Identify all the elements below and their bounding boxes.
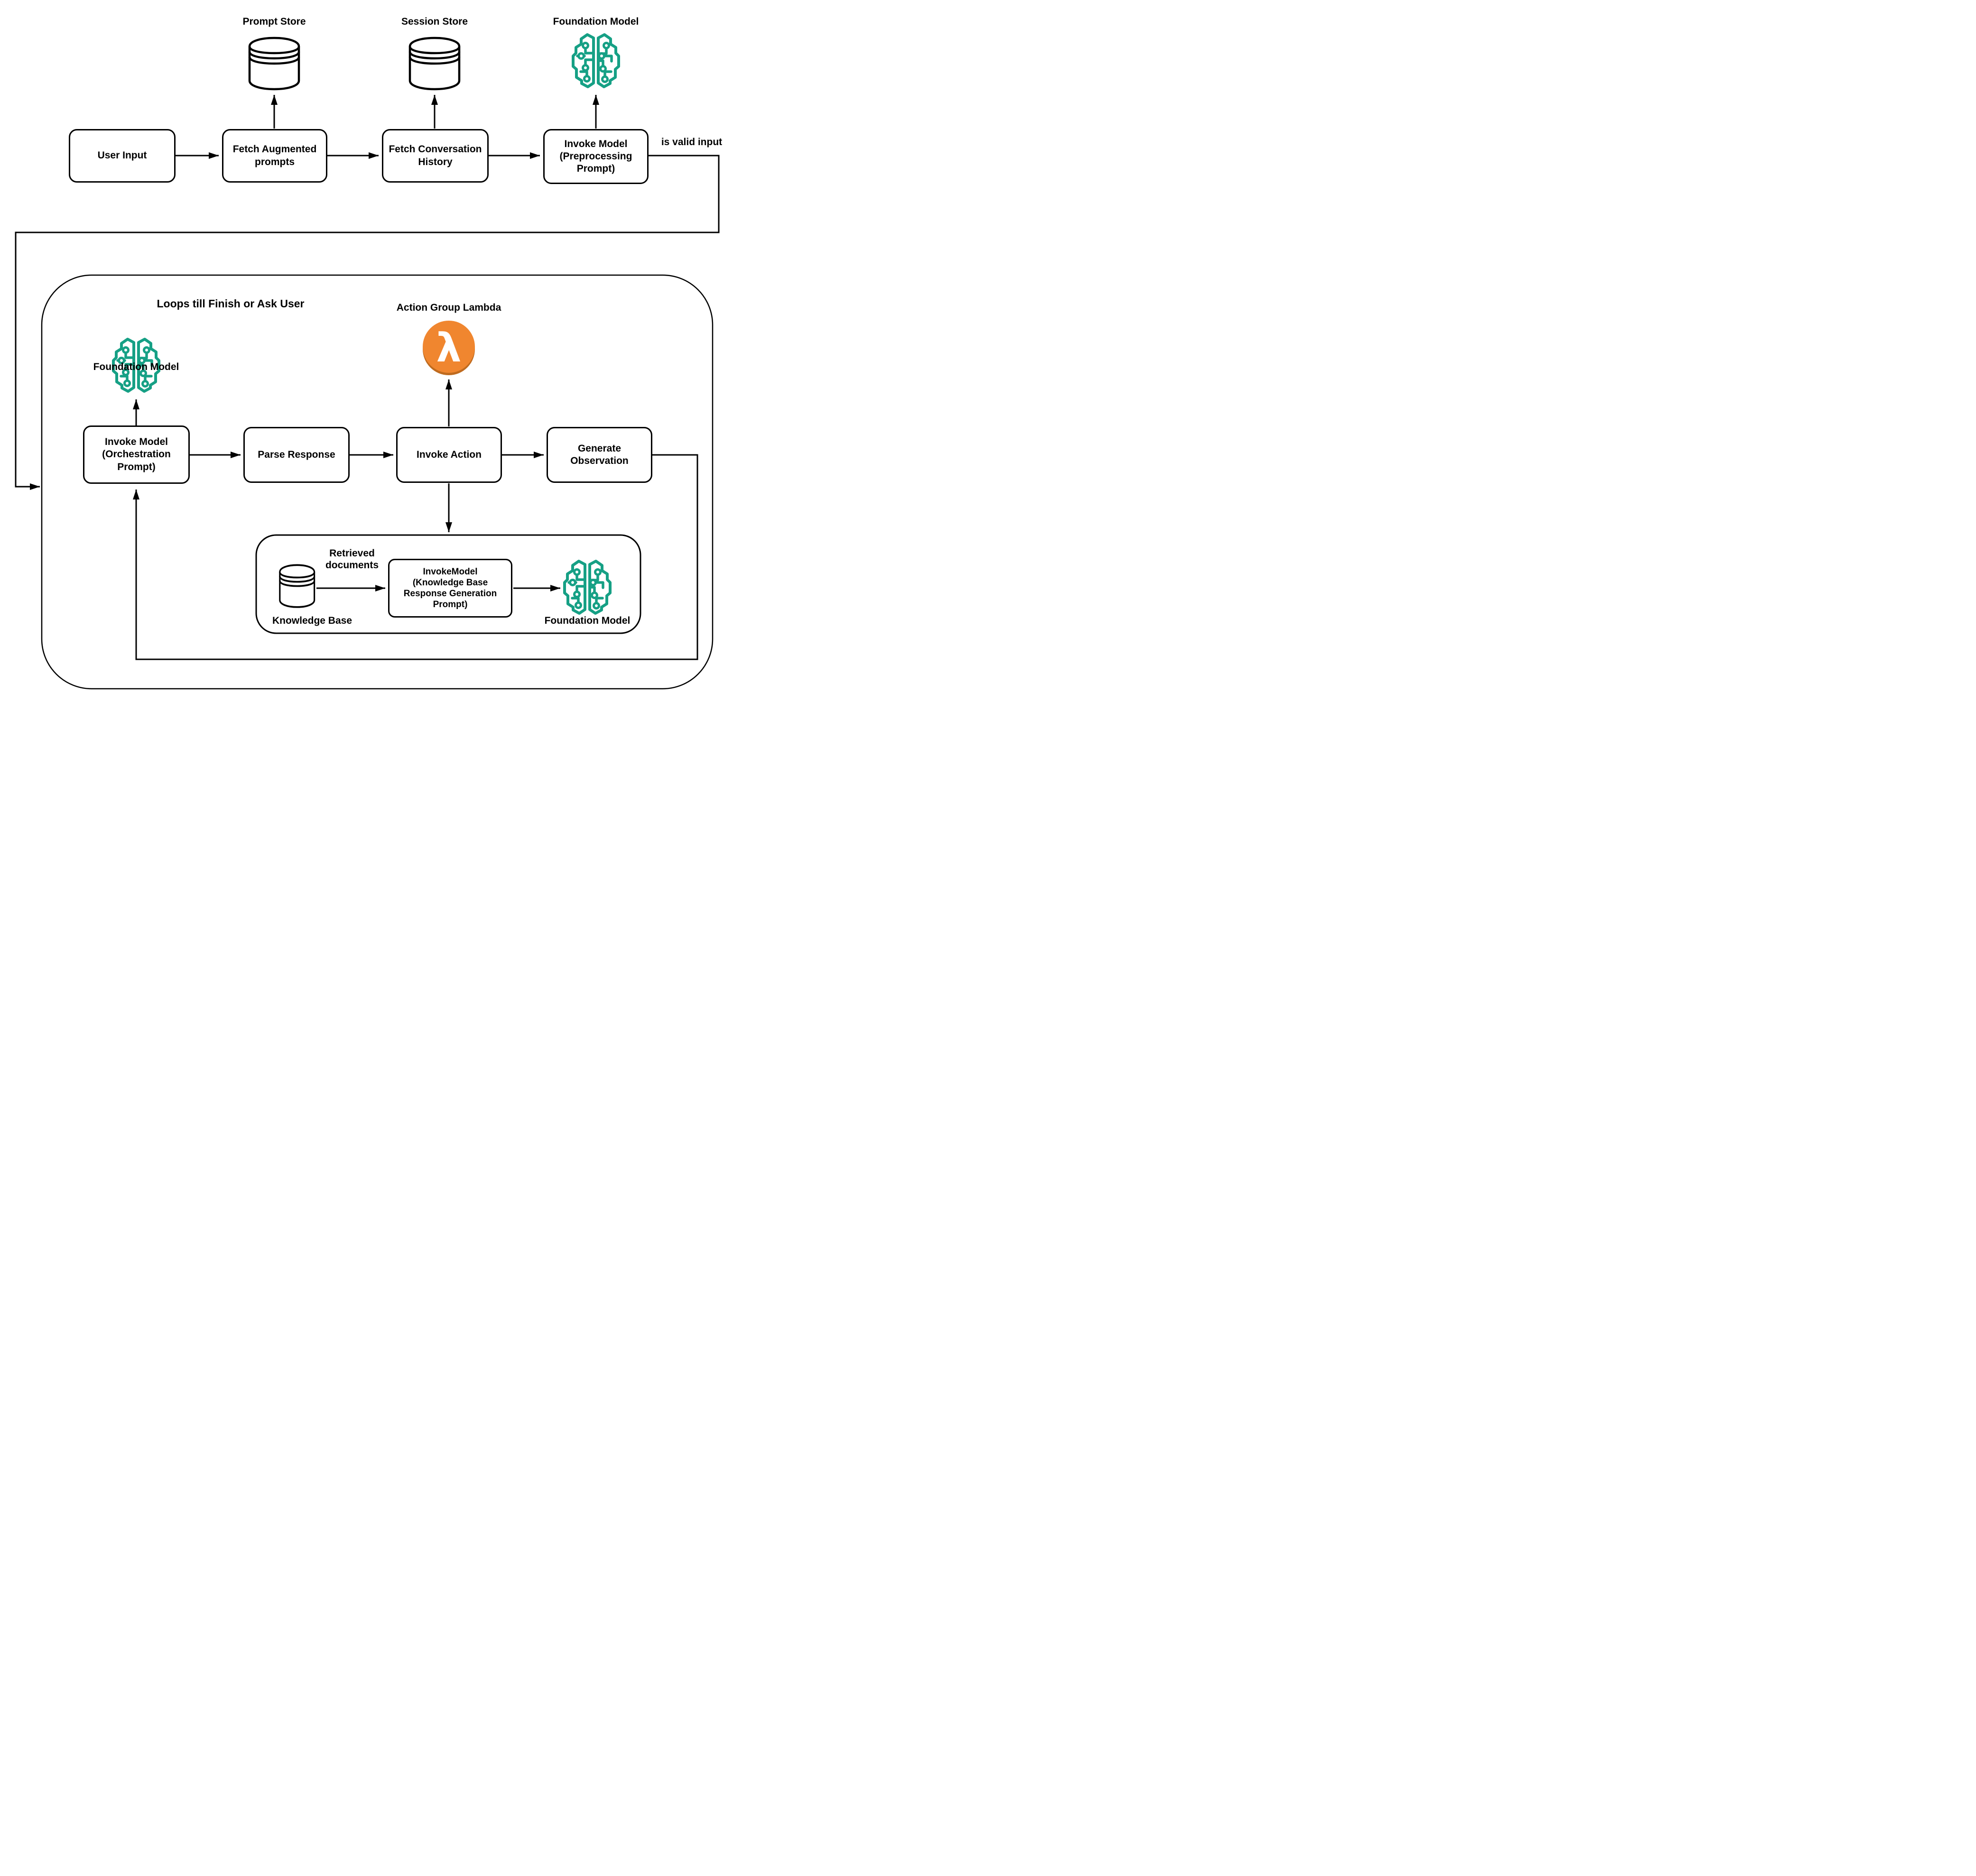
diagram-canvas — [0, 0, 733, 696]
orchestration-label-line1: Invoke Model — [104, 436, 168, 448]
parse-response-node — [243, 427, 350, 483]
orchestration-label-line2: (Orchestration — [102, 449, 171, 460]
foundation-model-loop-label: Foundation Model — [93, 361, 179, 372]
generate-observation-label-line1: Generate — [577, 443, 622, 454]
parse-response-label: Parse Response — [258, 449, 335, 460]
fetch-augmented-prompts-node — [222, 129, 327, 183]
fetch-conversation-label-line1: Fetch Conversation — [389, 144, 482, 155]
generate-observation-node — [547, 427, 652, 483]
preprocessing-label-line3: Prompt) — [576, 163, 615, 175]
retrieved-documents-label — [309, 547, 395, 571]
session-store-label: Session Store — [401, 16, 468, 27]
kb-invoke-label-line3: Response Generation — [403, 589, 497, 599]
fetch-augmented-label-line2: prompts — [255, 156, 295, 167]
retrieved-documents-line1: Retrieved — [329, 548, 375, 559]
fetch-conversation-label-line2: History — [418, 156, 453, 167]
loop-title-label: Loops till Finish or Ask User — [157, 297, 305, 310]
action-group-lambda-label: Action Group Lambda — [396, 302, 501, 313]
knowledge-base-cylinder-icon — [280, 565, 315, 607]
user-input-label: User Input — [97, 150, 147, 161]
lambda-glyph: λ — [436, 324, 462, 371]
foundation-model-icon-top — [573, 35, 619, 87]
prompt-store-label: Prompt Store — [242, 16, 306, 27]
orchestration-label-line3: Prompt) — [117, 461, 156, 472]
kb-invoke-label-line4: Prompt) — [433, 600, 468, 610]
fetch-augmented-label-line1: Fetch Augmented — [232, 144, 317, 155]
kb-invoke-model-node — [388, 559, 512, 618]
kb-invoke-label-line2: (Knowledge Base — [412, 577, 488, 588]
knowledge-base-label: Knowledge Base — [272, 615, 353, 626]
invoke-model-orchestration-node — [83, 425, 190, 484]
is-valid-input-label: is valid input — [661, 137, 723, 148]
retrieved-documents-line2: documents — [325, 560, 379, 571]
foundation-model-top-label: Foundation Model — [553, 16, 639, 27]
foundation-model-kb-label: Foundation Model — [544, 615, 631, 626]
invoke-model-preprocessing-node — [543, 129, 649, 184]
session-store-cylinder-icon — [410, 38, 459, 89]
preprocessing-label-line1: Invoke Model — [564, 138, 628, 149]
aws-lambda-icon — [423, 321, 475, 375]
user-input-node — [69, 129, 176, 183]
generate-observation-label-line2: Observation — [570, 455, 629, 466]
diagram-connectors-layer — [0, 0, 733, 696]
invoke-action-node — [396, 427, 502, 483]
invoke-action-label: Invoke Action — [417, 449, 482, 460]
preprocessing-label-line2: (Preprocessing — [559, 150, 632, 162]
fetch-conversation-history-node — [382, 129, 489, 183]
kb-invoke-label-line1: InvokeModel — [423, 566, 478, 577]
prompt-store-cylinder-icon — [250, 38, 299, 89]
